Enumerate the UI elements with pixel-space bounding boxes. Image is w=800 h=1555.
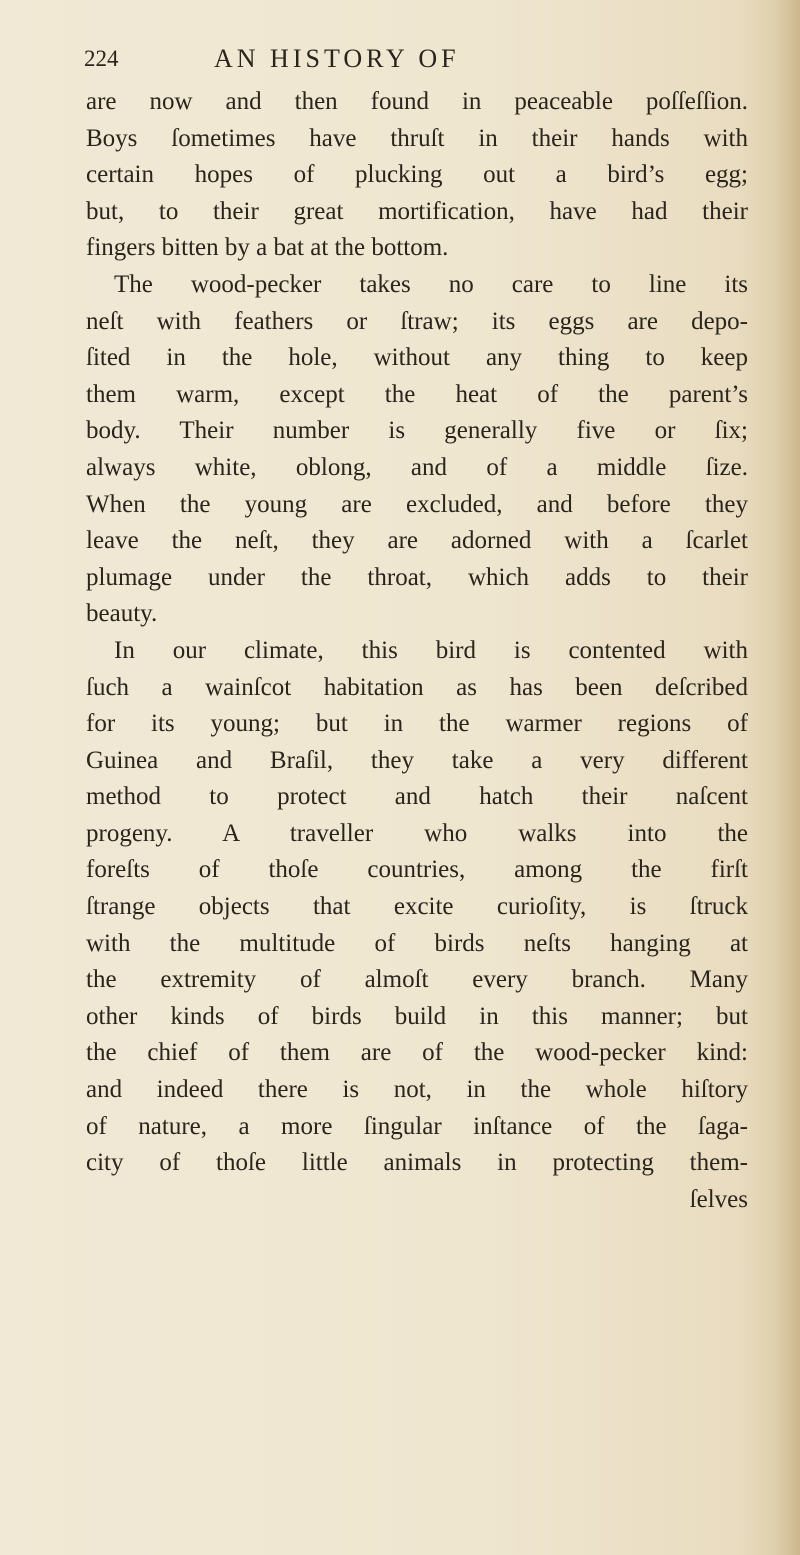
- text-line: method to protect and hatch their naſcent: [86, 783, 748, 811]
- text-line: the chief of them are of the wood-pecker kind:: [86, 1039, 748, 1067]
- text-line: for its young; but in the warmer regions of: [86, 710, 748, 738]
- text-line: city of thoſe little animals in protecting them-: [86, 1149, 748, 1177]
- catchword: ſelves: [689, 1185, 748, 1213]
- body-text: [86, 84, 748, 1218]
- paragraph-start: The wood-pecker takes no care to line its: [114, 270, 748, 298]
- text-line: ſuch a wainſcot habitation as has been deſcribed: [86, 673, 748, 701]
- text-line: fingers bitten by a bat at the bottom.: [86, 234, 449, 262]
- text-line: but, to their great mortification, have had their: [86, 197, 748, 225]
- running-title: AN HISTORY OF: [214, 44, 460, 73]
- text-line: and indeed there is not, in the whole hiſtory: [86, 1076, 748, 1104]
- text-line: body. Their number is generally five or ſix;: [86, 417, 748, 445]
- text-line: other kinds of birds build in this manner; but: [86, 1002, 748, 1030]
- text-line: Boys ſometimes have thruſt in their hands with: [86, 124, 748, 152]
- text-line: beauty.: [86, 600, 158, 628]
- text-line: leave the neſt, they are adorned with a ſcarlet: [86, 527, 748, 555]
- text-line: ſtrange objects that excite curioſity, is ſtruck: [86, 893, 748, 921]
- text-line: are now and then found in peaceable poſſeſſion.: [86, 88, 748, 115]
- text-line: them warm, except the heat of the parent’s: [86, 380, 748, 408]
- text-line: progeny. A traveller who walks into the: [86, 819, 748, 847]
- text-line: neſt with feathers or ſtraw; its eggs are depo-: [86, 307, 748, 335]
- running-header: [84, 44, 744, 84]
- text-line: Guinea and Braſil, they take a very different: [86, 746, 748, 774]
- text-line: When the young are excluded, and before they: [86, 490, 748, 518]
- text-line: the extremity of almoſt every branch. Many: [86, 966, 748, 994]
- text-line: of nature, a more ſingular inſtance of the ſaga-: [86, 1112, 748, 1140]
- text-line: ſited in the hole, without any thing to keep: [86, 344, 748, 372]
- paragraph-start: In our climate, this bird is contented with: [114, 636, 748, 664]
- page-number: 224: [84, 46, 119, 71]
- text-line: plumage under the throat, which adds to their: [86, 563, 748, 591]
- page-edge-shadow: [774, 0, 800, 1555]
- text-line: foreſts of thoſe countries, among the firſt: [86, 856, 748, 884]
- text-line: always white, oblong, and of a middle ſize.: [86, 453, 748, 481]
- text-line: certain hopes of plucking out a bird’s egg;: [86, 161, 748, 189]
- text-line: with the multitude of birds neſts hanging at: [86, 929, 748, 957]
